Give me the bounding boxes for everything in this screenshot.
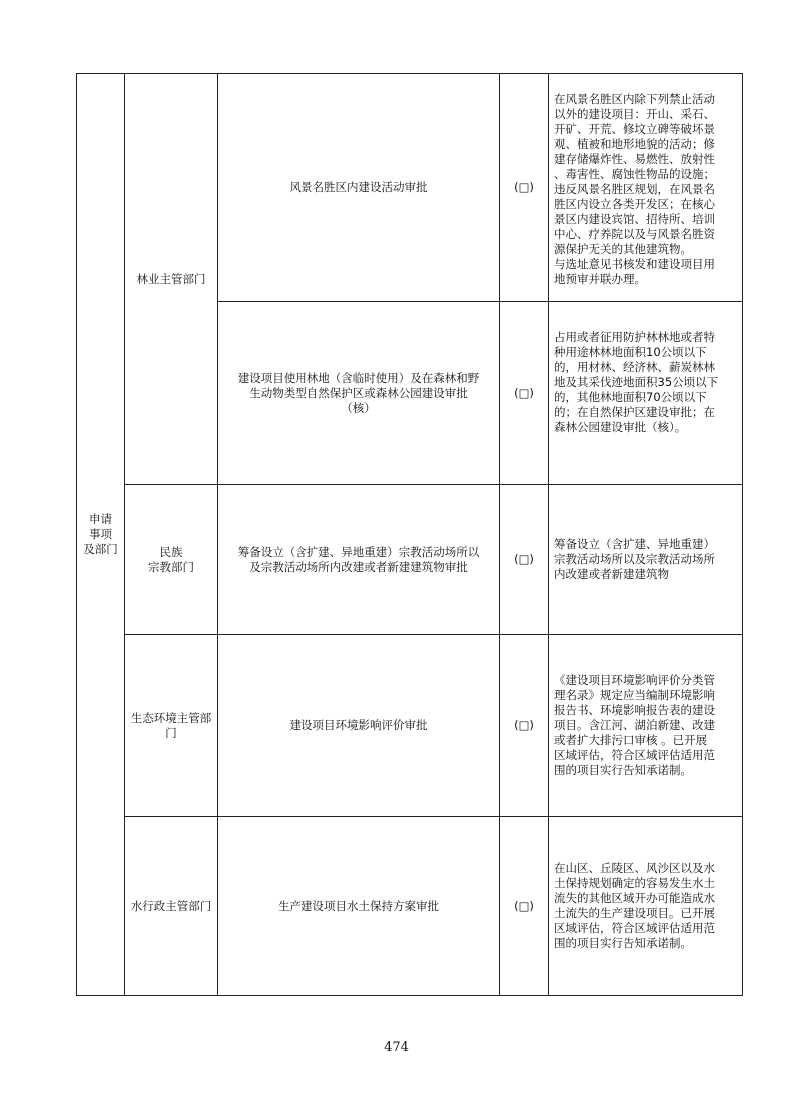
note-line: 围的项目实行告知承诺制。 <box>554 763 692 777</box>
note-line: 报告书、环境影响报告表的建设 <box>554 703 715 717</box>
note-line: 以外的建设项目：开山、采石、 <box>554 107 715 121</box>
mark-cell <box>500 74 549 302</box>
item-name: （核） <box>341 400 376 415</box>
checkbox-mark: (□) <box>514 552 534 566</box>
note-line: 区域评估，符合区域评估适用范 <box>554 921 715 935</box>
note-line: 的，其他林地面积70公顷以下 <box>554 390 707 404</box>
note-line: 围的项目实行告知承诺制。 <box>554 936 692 950</box>
department-name: 宗教部门 <box>148 559 194 574</box>
note-line: 流失的其他区域开办可能造成水 <box>554 891 715 905</box>
item-cell <box>218 74 500 302</box>
checkbox-mark: (□) <box>514 898 534 913</box>
table-row <box>77 74 743 302</box>
note-cell <box>549 302 743 485</box>
note-line: 与选址意见书核发和建设项目用 <box>554 257 715 271</box>
item-name: 建设项目使用林地（含临时使用）及在森林和野 <box>237 370 480 385</box>
checkbox-mark: (□) <box>514 180 534 194</box>
note-line: 在山区、丘陵区、风沙区以及水 <box>554 861 715 875</box>
note-line: 景区内建设宾馆、招待所、培训 <box>554 212 715 226</box>
note-cell <box>549 74 743 302</box>
item-cell <box>218 635 500 817</box>
note-line: 或者扩大排污口审核 。已开展 <box>554 733 708 747</box>
checkbox-mark: (□) <box>514 385 534 400</box>
page-number: 474 <box>384 1040 409 1055</box>
note-line: 的，用材林、经济林、薪炭林林 <box>554 360 715 374</box>
checkbox-mark: (□) <box>514 718 534 732</box>
table-row <box>77 485 743 635</box>
note-line: 地及其采伐迹地面积35公顷以下 <box>554 375 719 389</box>
department-cell <box>125 635 218 817</box>
note-line: 胜区内设立各类开发区；在核心 <box>554 197 715 211</box>
note-line: 中心、疗养院以及与风景名胜资 <box>554 227 715 241</box>
item-name: 生动物类型自然保护区或森林公园建设审批 <box>249 385 468 400</box>
category-cell <box>77 74 125 996</box>
note-line: 土保持规划确定的容易发生水土 <box>554 876 715 890</box>
note-line: 观、植被和地形地貌的活动；修 <box>554 137 715 151</box>
mark-cell <box>500 817 549 996</box>
note-line: 宗教活动场所以及宗教活动场所 <box>554 552 715 566</box>
item-cell <box>218 485 500 635</box>
department-name: 生态环境主管部 <box>130 710 212 725</box>
category-line: 申请 <box>89 512 112 526</box>
category-line: 事项 <box>89 527 112 541</box>
item-cell <box>218 817 500 996</box>
note-line: 开矿、开荒、修坟立碑等破坏景 <box>554 122 715 136</box>
note-line: 种用途林林地面积10公顷以下 <box>554 345 707 359</box>
department-name: 林业主管部门 <box>136 271 206 286</box>
note-line: 项目。含江河、湖泊新建、改建 <box>554 718 715 732</box>
item-name: 风景名胜区内建设活动审批 <box>289 180 428 194</box>
item-name: 生产建设项目水土保持方案审批 <box>278 898 439 913</box>
note-line: 区域评估，符合区域评估适用范 <box>554 748 715 762</box>
item-name: 及宗教活动场所内改建或者新建建筑物审批 <box>249 559 468 574</box>
note-cell <box>549 485 743 635</box>
note-line: 、毒害性、腐蚀性物品的设施； <box>554 167 715 181</box>
note-line: 《建设项目环境影响评价分类管 <box>554 673 715 687</box>
note-cell <box>549 635 743 817</box>
mark-cell <box>500 485 549 635</box>
note-line: 的；在自然保护区建设审批；在 <box>554 405 715 419</box>
item-cell <box>218 302 500 485</box>
item-name: 建设项目环境影响评价审批 <box>289 718 428 732</box>
department-name: 民族 <box>159 544 183 559</box>
department-cell <box>125 485 218 635</box>
note-line: 在风景名胜区内除下列禁止活动 <box>554 92 715 106</box>
department-cell <box>125 817 218 996</box>
note-line: 土流失的生产建设项目。已开展 <box>554 906 715 920</box>
note-line: 森林公园建设审批（核）。 <box>554 420 687 434</box>
note-line: 地预审并联办理。 <box>554 272 646 286</box>
note-line: 筹备设立（含扩建、异地重建） <box>554 537 715 551</box>
mark-cell <box>500 302 549 485</box>
note-cell <box>549 817 743 996</box>
department-name: 水行政主管部门 <box>130 898 212 913</box>
note-line: 违反风景名胜区规划，在风景名 <box>554 182 715 196</box>
department-cell <box>125 74 218 485</box>
category-line: 及部门 <box>83 542 118 556</box>
table-row <box>77 817 743 996</box>
department-name: 门 <box>165 725 177 740</box>
note-line: 源保护无关的其他建筑物。 <box>554 242 692 256</box>
note-line: 建存储爆炸性、易燃性、放射性 <box>554 152 715 166</box>
note-line: 占用或者征用防护林林地或者特 <box>554 330 715 344</box>
approval-items-table <box>76 73 743 996</box>
note-line: 内改建或者新建建筑物 <box>554 567 669 581</box>
approval-table-container <box>76 73 719 995</box>
item-name: 筹备设立（含扩建、异地重建）宗教活动场所以 <box>237 544 480 559</box>
mark-cell <box>500 635 549 817</box>
note-line: 理名录》规定应当编制环境影响 <box>554 688 715 702</box>
table-row <box>77 635 743 817</box>
